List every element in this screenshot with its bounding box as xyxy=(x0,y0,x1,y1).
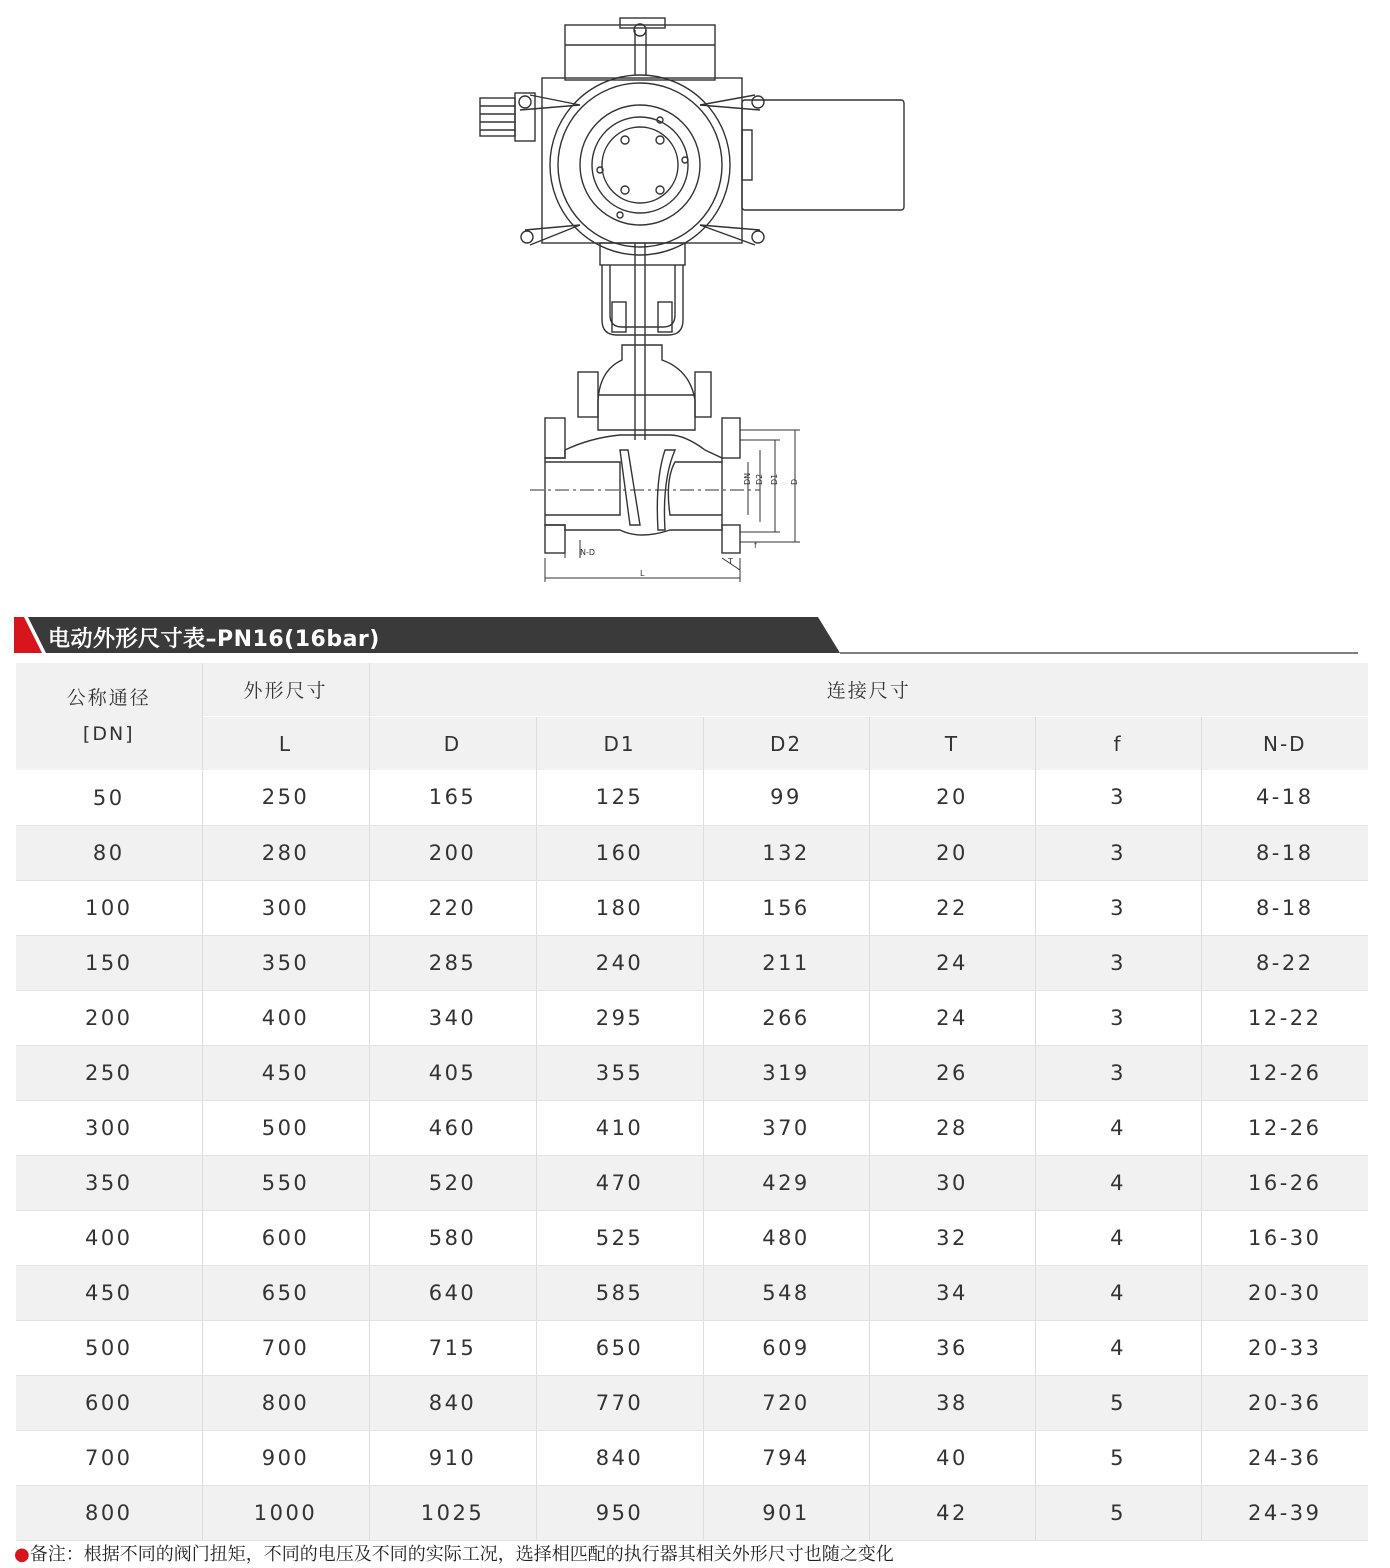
table-cell: 24-39 xyxy=(1201,1485,1368,1540)
table-row xyxy=(16,1265,1368,1320)
table-cell: 24 xyxy=(869,935,1035,990)
table-cell: 280 xyxy=(202,825,369,880)
table-cell: 470 xyxy=(536,1155,703,1210)
table-cell: 300 xyxy=(16,1100,202,1155)
table-cell: 28 xyxy=(869,1100,1035,1155)
table-cell: 5 xyxy=(1035,1375,1201,1430)
footnote-text: 备注：根据不同的阀门扭矩，不同的电压及不同的实际工况，选择相匹配的执行器其相关外形尺寸也随之变化 xyxy=(29,1544,894,1565)
header-dn xyxy=(16,663,202,770)
header-col-d2: D2 xyxy=(703,717,869,771)
table-cell: 20-33 xyxy=(1201,1320,1368,1375)
table-cell: 24 xyxy=(869,990,1035,1045)
dimension-table xyxy=(16,663,1368,1541)
table-cell: 32 xyxy=(869,1210,1035,1265)
table-cell: 4 xyxy=(1035,1100,1201,1155)
table-row xyxy=(16,1320,1368,1375)
table-cell: 500 xyxy=(202,1100,369,1155)
footnote xyxy=(14,1540,894,1566)
table-cell: 38 xyxy=(869,1375,1035,1430)
table-cell: 80 xyxy=(16,825,202,880)
header-dn-line1: 公称通径 xyxy=(66,687,151,710)
bullet-icon: ● xyxy=(14,1544,30,1565)
table-body xyxy=(16,770,1368,1540)
table-cell: 500 xyxy=(16,1320,202,1375)
table-cell: 350 xyxy=(16,1155,202,1210)
table-cell: 840 xyxy=(369,1375,536,1430)
table-row xyxy=(16,1485,1368,1540)
table-cell: 285 xyxy=(369,935,536,990)
table-cell: 400 xyxy=(16,1210,202,1265)
header-connection-dimensions: 连接尺寸 xyxy=(369,663,1368,717)
table-cell: 295 xyxy=(536,990,703,1045)
table-cell: 165 xyxy=(369,770,536,825)
table-cell: 580 xyxy=(369,1210,536,1265)
table-cell: 548 xyxy=(703,1265,869,1320)
table-cell: 3 xyxy=(1035,1045,1201,1100)
table-cell: 12-22 xyxy=(1201,990,1368,1045)
dim-label-nd: N-D xyxy=(580,548,596,557)
table-cell: 20 xyxy=(869,825,1035,880)
table-cell: 240 xyxy=(536,935,703,990)
table-cell: 429 xyxy=(703,1155,869,1210)
table-cell: 8-22 xyxy=(1201,935,1368,990)
table-cell: 650 xyxy=(536,1320,703,1375)
table-cell: 220 xyxy=(369,880,536,935)
table-cell: 720 xyxy=(703,1375,869,1430)
table-cell: 8-18 xyxy=(1201,880,1368,935)
dim-label-d1: D1 xyxy=(770,473,779,485)
table-cell: 950 xyxy=(536,1485,703,1540)
table-cell: 8-18 xyxy=(1201,825,1368,880)
table-cell: 12-26 xyxy=(1201,1045,1368,1100)
table-cell: 4-18 xyxy=(1201,770,1368,825)
table-cell: 26 xyxy=(869,1045,1035,1100)
table-row xyxy=(16,1375,1368,1430)
table-cell: 3 xyxy=(1035,935,1201,990)
table-cell: 200 xyxy=(369,825,536,880)
table-cell: 901 xyxy=(703,1485,869,1540)
table-cell: 640 xyxy=(369,1265,536,1320)
table-cell: 16-26 xyxy=(1201,1155,1368,1210)
table-cell: 3 xyxy=(1035,770,1201,825)
dim-label-dn: DN xyxy=(743,472,752,485)
table-row xyxy=(16,1100,1368,1155)
valve-drawing xyxy=(470,10,920,590)
table-cell: 900 xyxy=(202,1430,369,1485)
table-cell: 5 xyxy=(1035,1430,1201,1485)
dim-label-l: L xyxy=(640,569,645,578)
table-cell: 700 xyxy=(202,1320,369,1375)
table-cell: 600 xyxy=(202,1210,369,1265)
table-cell: 20-36 xyxy=(1201,1375,1368,1430)
table-cell: 520 xyxy=(369,1155,536,1210)
table-cell: 4 xyxy=(1035,1265,1201,1320)
table-cell: 30 xyxy=(869,1155,1035,1210)
table-cell: 42 xyxy=(869,1485,1035,1540)
table-cell: 250 xyxy=(16,1045,202,1100)
table-cell: 340 xyxy=(369,990,536,1045)
table-cell: 400 xyxy=(202,990,369,1045)
table-cell: 800 xyxy=(202,1375,369,1430)
table-cell: 36 xyxy=(869,1320,1035,1375)
dim-label-f: f xyxy=(754,541,757,550)
table-cell: 20 xyxy=(869,770,1035,825)
table-cell: 715 xyxy=(369,1320,536,1375)
table-cell: 770 xyxy=(536,1375,703,1430)
table-cell: 585 xyxy=(536,1265,703,1320)
table-row xyxy=(16,935,1368,990)
header-dn-line2: [DN] xyxy=(82,723,135,746)
table-cell: 370 xyxy=(703,1100,869,1155)
table-cell: 24-36 xyxy=(1201,1430,1368,1485)
table-row xyxy=(16,880,1368,935)
table-cell: 300 xyxy=(202,880,369,935)
table-cell: 480 xyxy=(703,1210,869,1265)
table-cell: 550 xyxy=(202,1155,369,1210)
table-row xyxy=(16,825,1368,880)
table-cell: 4 xyxy=(1035,1210,1201,1265)
table-cell: 650 xyxy=(202,1265,369,1320)
table-cell: 4 xyxy=(1035,1155,1201,1210)
table-row xyxy=(16,990,1368,1045)
dim-label-d: D xyxy=(790,478,799,485)
section-banner xyxy=(14,617,1358,655)
table-cell: 910 xyxy=(369,1430,536,1485)
table-row xyxy=(16,1210,1368,1265)
table-cell: 250 xyxy=(202,770,369,825)
table-cell: 609 xyxy=(703,1320,869,1375)
table-cell: 156 xyxy=(703,880,869,935)
table-cell: 100 xyxy=(16,880,202,935)
table-cell: 125 xyxy=(536,770,703,825)
table-cell: 3 xyxy=(1035,990,1201,1045)
table-cell: 410 xyxy=(536,1100,703,1155)
table-cell: 3 xyxy=(1035,880,1201,935)
table-cell: 3 xyxy=(1035,825,1201,880)
table-row xyxy=(16,770,1368,825)
header-col-f: f xyxy=(1035,717,1201,771)
table-cell: 132 xyxy=(703,825,869,880)
dim-label-t: T xyxy=(728,557,733,566)
table-cell: 50 xyxy=(16,770,202,825)
table-cell: 794 xyxy=(703,1430,869,1485)
table-cell: 150 xyxy=(16,935,202,990)
table-cell: 450 xyxy=(16,1265,202,1320)
table-cell: 1025 xyxy=(369,1485,536,1540)
table-cell: 211 xyxy=(703,935,869,990)
table-cell: 840 xyxy=(536,1430,703,1485)
table-cell: 355 xyxy=(536,1045,703,1100)
table-cell: 40 xyxy=(869,1430,1035,1485)
table-cell: 525 xyxy=(536,1210,703,1265)
table-cell: 405 xyxy=(369,1045,536,1100)
table-row xyxy=(16,1430,1368,1485)
header-col-d1: D1 xyxy=(536,717,703,771)
table-row xyxy=(16,1045,1368,1100)
table-cell: 99 xyxy=(703,770,869,825)
table-cell: 4 xyxy=(1035,1320,1201,1375)
table-cell: 200 xyxy=(16,990,202,1045)
table-cell: 460 xyxy=(369,1100,536,1155)
header-col-t: T xyxy=(869,717,1035,771)
header-outer-dimensions: 外形尺寸 xyxy=(202,663,369,717)
table-cell: 160 xyxy=(536,825,703,880)
table-cell: 700 xyxy=(16,1430,202,1485)
table-cell: 22 xyxy=(869,880,1035,935)
table-cell: 450 xyxy=(202,1045,369,1100)
table-cell: 1000 xyxy=(202,1485,369,1540)
table-cell: 180 xyxy=(536,880,703,935)
table-cell: 600 xyxy=(16,1375,202,1430)
table-cell: 266 xyxy=(703,990,869,1045)
header-col-d: D xyxy=(369,717,536,771)
table-cell: 319 xyxy=(703,1045,869,1100)
table-cell: 20-30 xyxy=(1201,1265,1368,1320)
table-cell: 16-30 xyxy=(1201,1210,1368,1265)
header-col-l: L xyxy=(202,717,369,771)
table-row xyxy=(16,1155,1368,1210)
header-col-nd: N-D xyxy=(1201,717,1368,771)
table-cell: 350 xyxy=(202,935,369,990)
table-cell: 12-26 xyxy=(1201,1100,1368,1155)
section-title: 电动外形尺寸表–PN16(16bar) xyxy=(48,627,380,652)
dim-label-d2: D2 xyxy=(755,473,764,485)
table-cell: 5 xyxy=(1035,1485,1201,1540)
table-cell: 800 xyxy=(16,1485,202,1540)
table-cell: 34 xyxy=(869,1265,1035,1320)
